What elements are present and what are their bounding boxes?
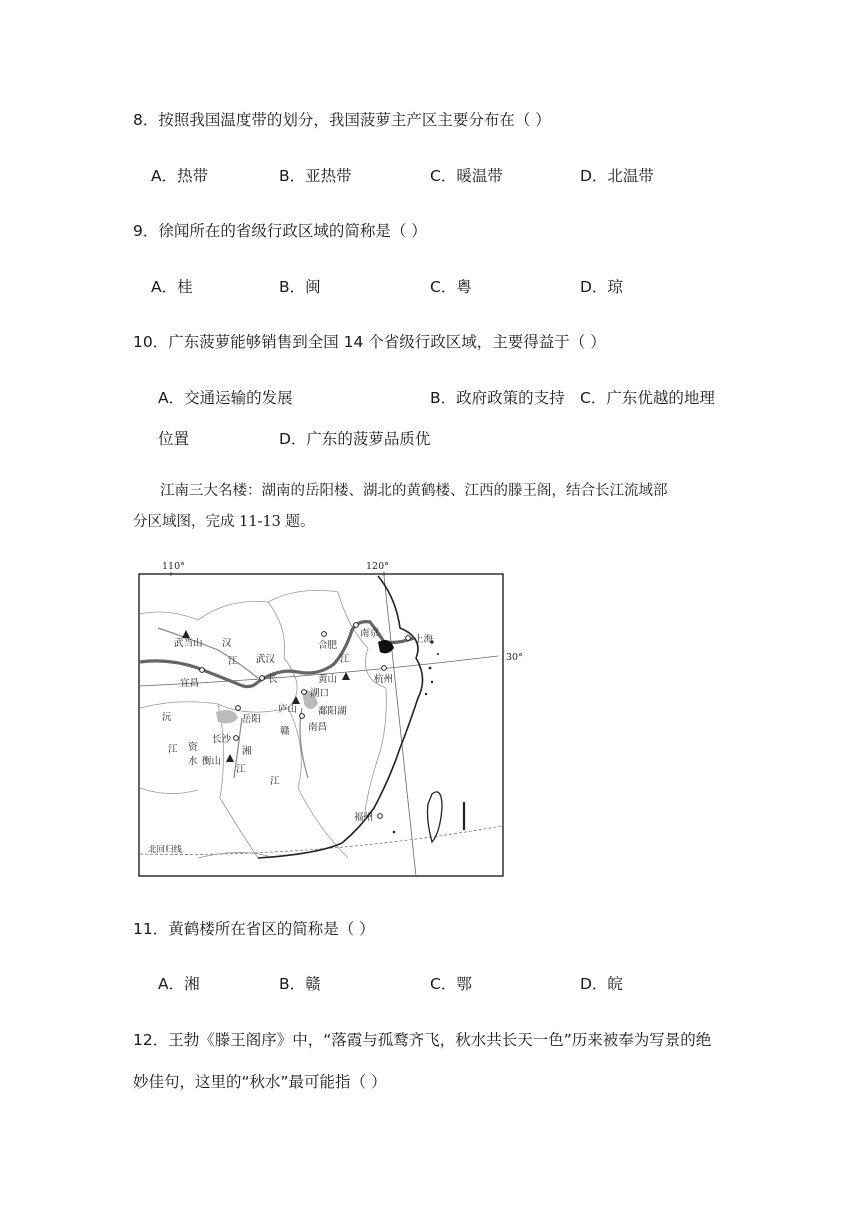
- q11-option-d: D．皖: [580, 975, 623, 993]
- dongting-lake: [216, 710, 238, 723]
- lon-120-line: [384, 576, 416, 876]
- q10-option-b: B．政府政策的支持: [430, 389, 565, 407]
- label-han: 汉: [222, 638, 232, 649]
- q8-option-a: A．热带: [151, 167, 209, 185]
- label-shanghai: 上海: [414, 634, 434, 645]
- label-yichang: 宜昌: [180, 678, 200, 689]
- label-changsha: 长沙: [212, 734, 232, 745]
- label-hefei: 合肥: [318, 640, 338, 651]
- q8-option-b: B．亚热带: [279, 167, 352, 185]
- label-jiang-4: 江: [236, 764, 246, 775]
- label-gan: 赣: [280, 726, 290, 737]
- question-8-stem: 8．按照我国温度带的划分，我国菠萝主产区主要分布在（ ）: [133, 111, 551, 129]
- lat-30-label: 30°: [506, 652, 523, 663]
- label-nanchang: 南昌: [308, 722, 328, 733]
- label-poyanghu: 鄱阳湖: [318, 706, 347, 717]
- label-yuan: 沅: [162, 712, 172, 723]
- label-yueyang: 岳阳: [242, 714, 262, 725]
- label-zi: 资: [188, 742, 198, 753]
- label-jiang-5: 江: [270, 776, 280, 787]
- label-hengshan: 衡山: [202, 756, 222, 767]
- province-boundaries: [140, 590, 386, 858]
- tropic-label: 北回归线: [148, 845, 183, 855]
- coastal-islands: [393, 640, 439, 833]
- question-12-line-2: 妙佳句，这里的“秋水”最可能指（ ）: [133, 1073, 387, 1091]
- lon-110-label: 110°: [162, 561, 185, 572]
- q11-option-c: C．鄂: [430, 975, 472, 993]
- label-wuhan: 武汉: [256, 654, 276, 665]
- q10-option-a: A．交通运输的发展: [158, 389, 293, 407]
- q10-option-d: D．广东的菠萝品质优: [279, 430, 431, 448]
- label-shui: 水: [188, 756, 198, 767]
- question-12-line-1: 12．王勃《滕王阁序》中，“落霞与孤鹜齐飞，秋水共长天一色”历来被奉为写景的绝: [133, 1031, 712, 1049]
- label-huangshan: 黄山: [318, 674, 338, 685]
- q10-option-c-cont: 位置: [158, 430, 190, 448]
- intro-line-1: 江南三大名楼：湖南的岳阳楼、湖北的黄鹤楼、江西的滕王阁，结合长江流域部: [160, 483, 668, 499]
- label-nanjing: 南京: [360, 628, 380, 639]
- q9-option-c: C．粤: [430, 278, 472, 296]
- q9-option-d: D．琼: [580, 278, 623, 296]
- label-jiang-3: 江: [168, 744, 178, 755]
- q9-option-b: B．闽: [279, 278, 321, 296]
- lon-120-label: 120°: [366, 561, 389, 572]
- q11-option-a: A．湘: [158, 975, 200, 993]
- label-hangzhou: 杭州: [374, 674, 394, 685]
- label-wudangshan: 武当山: [174, 638, 203, 649]
- label-fuzhou: 福州: [354, 812, 374, 823]
- taiwan-island: [428, 792, 443, 842]
- label-hukou: 湖口: [310, 688, 330, 699]
- yangtze-region-map: [138, 558, 523, 878]
- label-lushan: 庐山: [278, 704, 298, 715]
- q9-option-a: A．桂: [151, 278, 193, 296]
- label-chang: 长: [268, 674, 278, 685]
- q8-option-c: C．暖温带: [430, 167, 503, 185]
- label-jiang-1: 江: [228, 656, 238, 667]
- q10-option-c: C．广东优越的地理: [580, 389, 715, 407]
- label-xiang: 湘: [242, 746, 252, 757]
- label-jiang-2: 江: [340, 654, 350, 665]
- q11-option-b: B．赣: [279, 975, 321, 993]
- question-11-stem: 11．黄鹤楼所在省区的简称是（ ）: [133, 920, 375, 938]
- q8-option-d: D．北温带: [580, 167, 654, 185]
- coastline: [258, 576, 423, 858]
- question-9-stem: 9．徐闻所在的省级行政区域的简称是（ ）: [133, 222, 427, 240]
- intro-line-2: 分区域图，完成 11-13 题。: [133, 514, 315, 530]
- question-10-stem: 10．广东菠萝能够销售到全国 14 个省级行政区域，主要得益于（ ）: [133, 333, 606, 351]
